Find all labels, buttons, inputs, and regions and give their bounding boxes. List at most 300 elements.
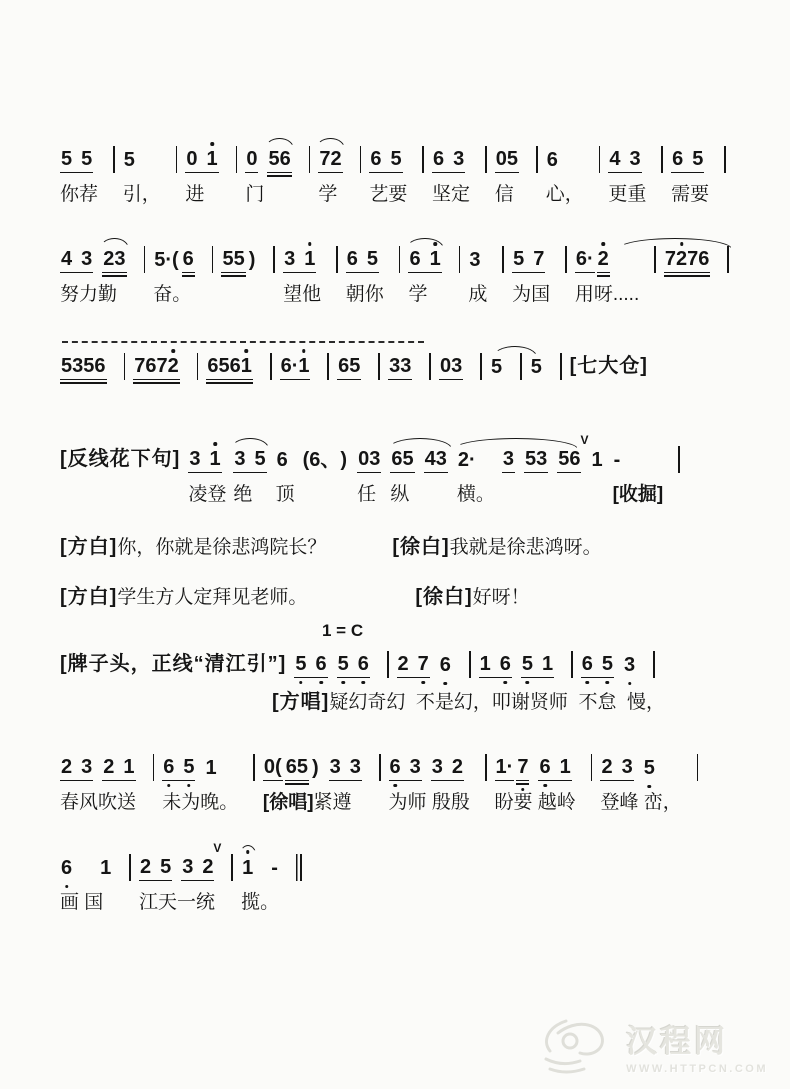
bar-line [379, 754, 381, 781]
note-group [206, 355, 253, 380]
note-char: 3 [81, 248, 93, 270]
notes-row [346, 243, 381, 273]
note-group [432, 148, 465, 173]
note-char: 5 [337, 653, 349, 675]
note [410, 756, 421, 779]
note [676, 248, 687, 271]
note-char: 2 [103, 756, 115, 778]
measure [221, 243, 258, 273]
notes-row [245, 143, 293, 173]
notes-row [490, 350, 505, 380]
octave-dot-low [341, 681, 345, 685]
note [358, 653, 369, 676]
measure [206, 350, 255, 380]
note-char: 5 [61, 355, 73, 377]
bar-line [599, 146, 601, 173]
bar-line [327, 353, 329, 380]
bar-line [697, 754, 699, 781]
note-char: 3 [502, 448, 514, 470]
note-char: 4 [61, 248, 73, 270]
octave-dot-low [65, 885, 69, 889]
lyric [575, 284, 639, 306]
note [309, 449, 320, 472]
lyric-text: 任 [357, 484, 377, 505]
slur-continuation-dash [62, 341, 424, 343]
bar-line [485, 754, 487, 781]
note [542, 653, 553, 676]
notes-row [397, 648, 454, 678]
note [315, 653, 326, 676]
note-group [263, 756, 283, 781]
note [391, 448, 402, 471]
measure [490, 350, 505, 380]
note-char: 6 [182, 248, 194, 270]
note [598, 248, 609, 271]
note [507, 756, 514, 779]
measure [276, 443, 295, 506]
note [582, 653, 593, 676]
bar-line [399, 246, 401, 273]
note-char: 1 [205, 757, 217, 779]
note-char: 2 [139, 856, 152, 878]
octave-dot-low [526, 681, 530, 685]
notes-row [357, 443, 383, 473]
note-char: ( [302, 449, 310, 471]
octave-dot-low [421, 681, 425, 685]
note [202, 856, 213, 879]
note-char: 6 [279, 148, 291, 170]
measure [263, 751, 364, 814]
music-line [60, 841, 310, 914]
lyric [390, 484, 409, 506]
note [81, 756, 92, 779]
lyric-text: 为国 [512, 284, 551, 305]
note [205, 757, 216, 780]
lyric-text: 奋。 [153, 284, 192, 305]
note-char: 5 [692, 148, 704, 170]
note-char: 6 [163, 756, 175, 778]
bar-line [236, 146, 238, 173]
notes-row [133, 350, 182, 380]
bar-line [536, 146, 538, 173]
note [698, 248, 709, 271]
note [432, 756, 443, 779]
note [400, 355, 411, 378]
note-char: 6 [433, 148, 445, 170]
lyric [233, 484, 252, 506]
note-group [521, 653, 554, 678]
music-line [60, 621, 663, 678]
note-group [397, 653, 430, 678]
note-group [424, 448, 448, 473]
note-char: 0 [440, 355, 452, 377]
note-group [245, 148, 258, 173]
bar-line [129, 854, 131, 881]
note [507, 148, 518, 171]
note-char: 2 [202, 856, 214, 878]
note-group [408, 248, 441, 273]
note-char: 7 [156, 355, 168, 377]
note [295, 653, 306, 676]
notes-row [60, 350, 109, 380]
note-group [311, 757, 320, 781]
note [242, 857, 253, 880]
note [277, 449, 288, 472]
note-group [390, 448, 414, 473]
measure [60, 243, 129, 306]
note-char: 6 [581, 653, 593, 675]
note-group [623, 654, 636, 678]
note [560, 756, 571, 779]
note-group [490, 356, 503, 380]
note-char: 6 [389, 756, 401, 778]
note-group [302, 449, 348, 473]
note [453, 148, 464, 171]
note [436, 448, 447, 471]
note-char: 3 [629, 148, 641, 170]
note-group [369, 148, 402, 173]
note-char: 5 [296, 756, 308, 778]
note-group [283, 248, 316, 273]
notes-row [608, 143, 643, 173]
lyric-text: 江天一统 [138, 892, 215, 913]
note-char: ) [340, 449, 348, 471]
note [533, 248, 544, 271]
note-group [337, 653, 370, 678]
lyric [495, 792, 576, 814]
measure [233, 443, 268, 506]
note-char: 6 [546, 149, 558, 171]
note-group [516, 756, 529, 781]
octave-dot-low [504, 681, 508, 685]
note-char: 7 [517, 756, 529, 778]
note [347, 248, 358, 271]
lyric-text: 登峰 峦， [600, 792, 682, 813]
section-label: [反线花下句] [60, 448, 181, 470]
note-group [479, 653, 512, 678]
note-char: 6 [145, 355, 157, 377]
note-char: 1 [298, 355, 310, 377]
lyric [468, 284, 487, 306]
octave-dot-low [362, 681, 366, 685]
note-group [439, 654, 452, 678]
note [163, 756, 174, 779]
note-group [575, 248, 595, 273]
lyric [185, 184, 204, 206]
note [409, 248, 420, 271]
note-group [139, 856, 172, 881]
note-group [590, 449, 603, 473]
note [219, 355, 230, 378]
measure [671, 143, 709, 206]
measure [664, 243, 713, 273]
note-char: 6 [499, 653, 511, 675]
notes-row [162, 751, 219, 781]
note [440, 355, 451, 378]
note [692, 148, 703, 171]
note [207, 148, 218, 171]
measure [318, 143, 344, 206]
note-char: 6 [276, 449, 288, 471]
notes-row [664, 243, 713, 273]
note-char: 5 [521, 653, 533, 675]
note [222, 248, 233, 271]
note-char: 5 [558, 448, 570, 470]
note-group [221, 248, 245, 273]
note-group [102, 248, 126, 273]
notes-row [294, 648, 372, 678]
note [503, 448, 514, 471]
lyric-text: 横。 [456, 484, 495, 505]
octave-dot-high [680, 242, 684, 246]
lyric [283, 284, 321, 306]
note-group [181, 841, 222, 881]
notes-row [502, 443, 517, 473]
lyric-text: 紧遵 [313, 792, 352, 813]
note-char: 2 [457, 449, 469, 471]
lyric [139, 892, 215, 914]
note-char: 5 [366, 248, 379, 270]
note-char: 3 [189, 448, 201, 470]
bar-line [270, 353, 272, 380]
fermata-dot [246, 850, 250, 854]
music-line [60, 751, 706, 814]
lyric-text: 纵 [390, 484, 410, 505]
note-char: 5 [390, 148, 402, 170]
measure [283, 243, 321, 306]
bar-line [387, 651, 389, 678]
note-group [337, 355, 361, 380]
note-char: 3 [234, 448, 246, 470]
note [140, 856, 151, 879]
note [230, 355, 241, 378]
bar-line [565, 246, 567, 273]
bar-line [197, 353, 199, 380]
note-char: 5 [402, 448, 414, 470]
note [304, 248, 315, 271]
bar-line [653, 651, 655, 678]
note-group [60, 857, 73, 881]
note [254, 448, 265, 471]
lyric-text: 顶 [275, 484, 295, 505]
note-char: 3 [389, 355, 401, 377]
note [303, 449, 310, 472]
note [430, 248, 441, 271]
notes-row [153, 243, 197, 273]
bar-line [212, 246, 214, 273]
note-char: 2 [597, 248, 609, 270]
note [500, 653, 511, 676]
measure [439, 350, 465, 380]
note-group [600, 756, 633, 781]
note-char: 1 [100, 857, 112, 879]
note-char: 6 [698, 248, 710, 270]
bar-line [113, 146, 115, 173]
note [189, 448, 200, 471]
bar-line [273, 246, 275, 273]
note-char: 3 [536, 448, 548, 470]
note-group [538, 756, 571, 781]
lyric [457, 484, 495, 506]
note-char: 3 [114, 248, 126, 270]
measure [613, 443, 664, 506]
note [536, 448, 547, 471]
note-group [185, 148, 218, 173]
note [402, 448, 413, 471]
note-char: 3 [329, 756, 341, 778]
note-char: 0 [263, 756, 276, 778]
lyric-text: 学 [408, 284, 428, 305]
note-group [495, 756, 515, 781]
notes-row [60, 851, 114, 881]
role-label: [徐白] [392, 536, 450, 558]
lyric [162, 792, 238, 814]
note [451, 355, 462, 378]
lyric-text: 更重 [608, 184, 647, 205]
role-label: [方白] [60, 586, 118, 608]
note [687, 248, 698, 271]
bar-line [661, 146, 663, 173]
measure [390, 443, 416, 506]
measure [389, 751, 470, 814]
note-char: 6 [338, 355, 350, 377]
note-char: 7 [134, 355, 146, 377]
measure [188, 443, 226, 506]
breath-mark: V [580, 433, 589, 447]
note-group [188, 448, 221, 473]
note-group [182, 248, 195, 273]
note-char: 3 [435, 448, 447, 470]
note-char: 1 [429, 248, 441, 270]
lyric-text: 坚定 [432, 184, 471, 205]
lyric-text: 盼要 越岭 [494, 792, 576, 813]
note-char: 6 [315, 653, 327, 675]
note-group [346, 248, 379, 273]
note-group [530, 356, 543, 380]
notes-row [369, 143, 404, 173]
note-char: - [613, 449, 621, 471]
note [234, 248, 245, 271]
note-char: 1 [206, 148, 218, 170]
note-char: 4 [424, 448, 436, 470]
measure [546, 143, 584, 206]
note [286, 756, 297, 779]
notes-row [221, 243, 258, 273]
note-char: 1 [242, 857, 254, 879]
note-char: - [271, 857, 278, 879]
notes-row [495, 143, 521, 173]
note [103, 756, 114, 779]
lyric-text: 进 [185, 184, 205, 205]
bar-line [309, 146, 311, 173]
note-char: 2 [451, 756, 464, 778]
notes-row [432, 143, 467, 173]
notes-row [557, 433, 589, 473]
percussion-label: [七大仓] [569, 355, 648, 377]
measure [346, 243, 384, 306]
octave-dot-high [210, 142, 214, 146]
note-group [153, 249, 179, 273]
note-group [671, 148, 704, 173]
note [390, 756, 401, 779]
note [172, 249, 179, 272]
bar-line [378, 353, 380, 380]
octave-dot-high [245, 349, 249, 353]
dialogue-text: 我就是徐悲鸿呀。 [449, 537, 602, 558]
note [234, 448, 245, 471]
dialogue-text: 好呀！ [472, 587, 530, 608]
note [390, 148, 401, 171]
note [491, 356, 502, 379]
dialogue-text: 你，你就是徐悲鸿院长？ [117, 537, 327, 558]
note-char: 0 [358, 448, 370, 470]
bar-line [469, 651, 471, 678]
note-char: 2 [103, 248, 115, 270]
note [103, 248, 114, 271]
note [522, 653, 533, 676]
lyric-text: 揽。 [241, 892, 280, 913]
note-char: 3 [409, 756, 421, 778]
lyric [512, 284, 550, 306]
note [61, 756, 72, 779]
note-group [60, 355, 107, 380]
measure [468, 243, 487, 306]
note-char: 6 [280, 355, 292, 377]
note [665, 248, 676, 271]
lyric-text: 画 国 [60, 892, 104, 913]
bar-line [360, 146, 362, 173]
note [602, 653, 613, 676]
note-char: 3 [621, 756, 633, 778]
bar-line [571, 651, 573, 678]
bar-line [727, 246, 729, 273]
lyric-text: 心， [545, 184, 584, 205]
lyric [608, 184, 646, 206]
note [246, 148, 257, 171]
note [624, 654, 635, 677]
note [525, 448, 536, 471]
note [496, 756, 507, 779]
lyric-text: 绝 [233, 484, 253, 505]
note-char: 7 [319, 148, 331, 170]
note [630, 148, 641, 171]
octave-dot-low [167, 784, 171, 788]
octave-dot-high [433, 242, 437, 246]
note [672, 148, 683, 171]
note-char: 6 [94, 355, 106, 377]
octave-dot-high [171, 349, 175, 353]
note-char: 7 [664, 248, 677, 270]
lyric-text: 学 [318, 184, 338, 205]
note-group [502, 448, 515, 473]
note-char: 1 [541, 653, 554, 675]
lyric-text: 成 [468, 284, 488, 305]
note-group [613, 449, 622, 473]
note [319, 148, 330, 171]
note [264, 756, 275, 779]
note-char: 5 [506, 148, 518, 170]
note [134, 355, 145, 378]
note-group [524, 448, 548, 473]
note [72, 355, 83, 378]
note [418, 653, 429, 676]
note-group [546, 149, 559, 173]
notes-row [468, 243, 483, 273]
lyric-text: 凌登 [188, 484, 227, 505]
lyric-text: 努力勤 [60, 284, 118, 305]
lyric-text: 门 [245, 184, 265, 205]
lyric [346, 284, 384, 306]
